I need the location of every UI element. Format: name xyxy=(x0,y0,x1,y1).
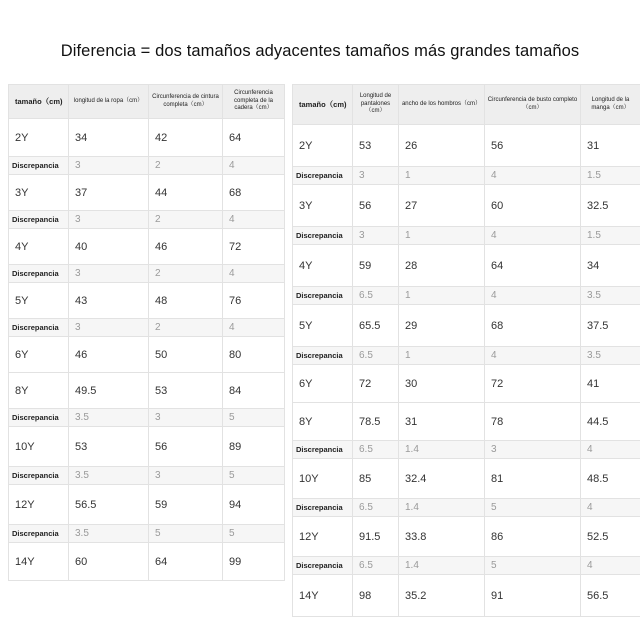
table-cell: 33.8 xyxy=(399,517,485,557)
table-cell: 4 xyxy=(223,157,285,175)
table-cell: 48 xyxy=(149,283,223,319)
table-cell: 1 xyxy=(399,347,485,365)
discrepancy-row xyxy=(293,347,640,365)
table-cell: 3.5 xyxy=(69,525,149,543)
table-cell: 4 xyxy=(223,319,285,337)
table-cell: 94 xyxy=(223,485,285,525)
size-label: 12Y xyxy=(293,517,353,557)
table-cell: 1 xyxy=(399,287,485,305)
table-cell: 64 xyxy=(149,543,223,581)
table-cell: 3.5 xyxy=(69,409,149,427)
size-row xyxy=(293,575,640,617)
size-label: 10Y xyxy=(9,427,69,467)
size-label: 12Y xyxy=(9,485,69,525)
size-row xyxy=(9,175,285,211)
table-cell: 30 xyxy=(399,365,485,403)
discrepancy-row xyxy=(293,557,640,575)
size-row xyxy=(9,485,285,525)
table-cell: 37.5 xyxy=(581,305,640,347)
size-row xyxy=(9,373,285,409)
discrepancy-label: Discrepancia xyxy=(293,347,353,365)
table-cell: 99 xyxy=(223,543,285,581)
column-header: longitud de la ropa（cm） xyxy=(69,85,149,119)
table-cell: 4 xyxy=(223,265,285,283)
table-cell: 3 xyxy=(69,211,149,229)
table-cell: 64 xyxy=(223,119,285,157)
table-cell: 1.4 xyxy=(399,499,485,517)
table-cell: 4 xyxy=(581,441,640,459)
size-label: 2Y xyxy=(9,119,69,157)
size-label: 14Y xyxy=(293,575,353,617)
table-cell: 2 xyxy=(149,319,223,337)
discrepancy-row xyxy=(9,211,285,229)
table-cell: 91 xyxy=(485,575,581,617)
table-cell: 4 xyxy=(223,211,285,229)
column-header: Longitud de la manga（cm） xyxy=(581,85,640,125)
table-cell: 3 xyxy=(149,467,223,485)
size-label: 2Y xyxy=(293,125,353,167)
table-header-row xyxy=(9,85,285,119)
discrepancy-row xyxy=(293,227,640,245)
table-cell: 50 xyxy=(149,337,223,373)
size-label: 5Y xyxy=(293,305,353,347)
size-row xyxy=(9,229,285,265)
column-header: Circunferencia de cintura completa（cm） xyxy=(149,85,223,119)
discrepancy-label: Discrepancia xyxy=(293,167,353,185)
table-cell: 72 xyxy=(223,229,285,265)
table-cell: 3.5 xyxy=(581,347,640,365)
table-cell: 34 xyxy=(69,119,149,157)
table-cell: 31 xyxy=(399,403,485,441)
size-label: 3Y xyxy=(9,175,69,211)
discrepancy-label: Discrepancia xyxy=(9,157,69,175)
table-cell: 53 xyxy=(149,373,223,409)
table-cell: 4 xyxy=(485,167,581,185)
size-label: 8Y xyxy=(293,403,353,441)
table-cell: 2 xyxy=(149,265,223,283)
table-cell: 68 xyxy=(485,305,581,347)
column-header: Longitud de pantalones（cm） xyxy=(353,85,399,125)
table-cell: 56 xyxy=(149,427,223,467)
table-cell: 44.5 xyxy=(581,403,640,441)
table-cell: 4 xyxy=(581,557,640,575)
table-cell: 56.5 xyxy=(581,575,640,617)
size-label: 4Y xyxy=(293,245,353,287)
size-row xyxy=(9,543,285,581)
table-cell: 53 xyxy=(69,427,149,467)
table-cell: 35.2 xyxy=(399,575,485,617)
size-row xyxy=(293,365,640,403)
table-cell: 32.5 xyxy=(581,185,640,227)
table-cell: 84 xyxy=(223,373,285,409)
table-cell: 60 xyxy=(69,543,149,581)
size-column-header: tamaño（cm) xyxy=(293,85,353,125)
table-cell: 1 xyxy=(399,167,485,185)
table-cell: 78 xyxy=(485,403,581,441)
size-label: 3Y xyxy=(293,185,353,227)
table-cell: 49.5 xyxy=(69,373,149,409)
table-cell: 6.5 xyxy=(353,287,399,305)
size-row xyxy=(293,125,640,167)
discrepancy-row xyxy=(293,287,640,305)
size-table-left xyxy=(8,84,285,581)
discrepancy-label: Discrepancia xyxy=(293,441,353,459)
size-row xyxy=(9,119,285,157)
table-cell: 2 xyxy=(149,211,223,229)
table-cell: 59 xyxy=(149,485,223,525)
table-cell: 64 xyxy=(485,245,581,287)
size-chart-title: Diferencia = dos tamaños adyacentes tamaños más grandes tamaños xyxy=(60,42,580,60)
discrepancy-label: Discrepancia xyxy=(293,499,353,517)
table-cell: 72 xyxy=(353,365,399,403)
table-cell: 81 xyxy=(485,459,581,499)
table-cell: 3 xyxy=(69,265,149,283)
column-header: ancho de los hombros（cm） xyxy=(399,85,485,125)
table-cell: 48.5 xyxy=(581,459,640,499)
table-cell: 31 xyxy=(581,125,640,167)
table-cell: 59 xyxy=(353,245,399,287)
table-cell: 26 xyxy=(399,125,485,167)
table-cell: 3 xyxy=(353,167,399,185)
table-cell: 65.5 xyxy=(353,305,399,347)
table-cell: 6.5 xyxy=(353,347,399,365)
table-cell: 32.4 xyxy=(399,459,485,499)
table-cell: 5 xyxy=(485,557,581,575)
discrepancy-row xyxy=(293,167,640,185)
discrepancy-label: Discrepancia xyxy=(9,319,69,337)
table-cell: 6.5 xyxy=(353,557,399,575)
table-cell: 1.4 xyxy=(399,557,485,575)
table-cell: 78.5 xyxy=(353,403,399,441)
column-header: Circunferencia de busto completo（cm） xyxy=(485,85,581,125)
table-cell: 5 xyxy=(223,525,285,543)
table-cell: 85 xyxy=(353,459,399,499)
table-cell: 56 xyxy=(485,125,581,167)
table-cell: 40 xyxy=(69,229,149,265)
size-label: 10Y xyxy=(293,459,353,499)
table-cell: 27 xyxy=(399,185,485,227)
size-row xyxy=(9,427,285,467)
table-cell: 34 xyxy=(581,245,640,287)
table-cell: 4 xyxy=(581,499,640,517)
table-cell: 3 xyxy=(69,157,149,175)
discrepancy-row xyxy=(9,319,285,337)
table-cell: 2 xyxy=(149,157,223,175)
table-cell: 43 xyxy=(69,283,149,319)
table-cell: 41 xyxy=(581,365,640,403)
table-cell: 37 xyxy=(69,175,149,211)
size-row xyxy=(293,517,640,557)
table-cell: 28 xyxy=(399,245,485,287)
table-cell: 80 xyxy=(223,337,285,373)
discrepancy-row xyxy=(9,467,285,485)
table-cell: 5 xyxy=(223,467,285,485)
table-cell: 3.5 xyxy=(581,287,640,305)
discrepancy-row xyxy=(293,441,640,459)
table-cell: 60 xyxy=(485,185,581,227)
table-cell: 5 xyxy=(485,499,581,517)
discrepancy-label: Discrepancia xyxy=(293,227,353,245)
discrepancy-row xyxy=(9,409,285,427)
size-label: 8Y xyxy=(9,373,69,409)
table-cell: 56 xyxy=(353,185,399,227)
size-row xyxy=(293,245,640,287)
size-label: 6Y xyxy=(9,337,69,373)
table-cell: 91.5 xyxy=(353,517,399,557)
table-cell: 4 xyxy=(485,227,581,245)
size-row xyxy=(9,283,285,319)
discrepancy-label: Discrepancia xyxy=(293,557,353,575)
size-label: 4Y xyxy=(9,229,69,265)
size-label: 6Y xyxy=(293,365,353,403)
table-cell: 3 xyxy=(69,319,149,337)
discrepancy-label: Discrepancia xyxy=(293,287,353,305)
size-row xyxy=(293,403,640,441)
table-cell: 44 xyxy=(149,175,223,211)
column-header: Circunferencia completa de la cadera（cm） xyxy=(223,85,285,119)
table-cell: 86 xyxy=(485,517,581,557)
table-cell: 5 xyxy=(149,525,223,543)
table-cell: 5 xyxy=(223,409,285,427)
discrepancy-row xyxy=(9,525,285,543)
discrepancy-label: Discrepancia xyxy=(9,467,69,485)
table-cell: 1.4 xyxy=(399,441,485,459)
table-cell: 3 xyxy=(149,409,223,427)
size-row xyxy=(293,305,640,347)
table-cell: 89 xyxy=(223,427,285,467)
table-cell: 46 xyxy=(149,229,223,265)
table-cell: 56.5 xyxy=(69,485,149,525)
size-label: 14Y xyxy=(9,543,69,581)
size-row xyxy=(293,459,640,499)
table-cell: 6.5 xyxy=(353,441,399,459)
discrepancy-row xyxy=(9,265,285,283)
table-cell: 76 xyxy=(223,283,285,319)
table-header-row xyxy=(293,85,640,125)
table-cell: 6.5 xyxy=(353,499,399,517)
table-cell: 53 xyxy=(353,125,399,167)
table-cell: 1.5 xyxy=(581,227,640,245)
table-cell: 68 xyxy=(223,175,285,211)
discrepancy-label: Discrepancia xyxy=(9,211,69,229)
size-column-header: tamaño（cm) xyxy=(9,85,69,119)
discrepancy-label: Discrepancia xyxy=(9,265,69,283)
table-cell: 3.5 xyxy=(69,467,149,485)
table-cell: 3 xyxy=(485,441,581,459)
discrepancy-row xyxy=(293,499,640,517)
table-cell: 4 xyxy=(485,347,581,365)
table-cell: 29 xyxy=(399,305,485,347)
table-cell: 42 xyxy=(149,119,223,157)
size-label: 5Y xyxy=(9,283,69,319)
table-cell: 98 xyxy=(353,575,399,617)
discrepancy-row xyxy=(9,157,285,175)
table-cell: 1 xyxy=(399,227,485,245)
discrepancy-label: Discrepancia xyxy=(9,409,69,427)
table-cell: 72 xyxy=(485,365,581,403)
table-cell: 52.5 xyxy=(581,517,640,557)
size-table-right xyxy=(292,84,640,617)
table-cell: 4 xyxy=(485,287,581,305)
size-row xyxy=(293,185,640,227)
table-cell: 1.5 xyxy=(581,167,640,185)
discrepancy-label: Discrepancia xyxy=(9,525,69,543)
table-cell: 3 xyxy=(353,227,399,245)
size-row xyxy=(9,337,285,373)
table-cell: 46 xyxy=(69,337,149,373)
